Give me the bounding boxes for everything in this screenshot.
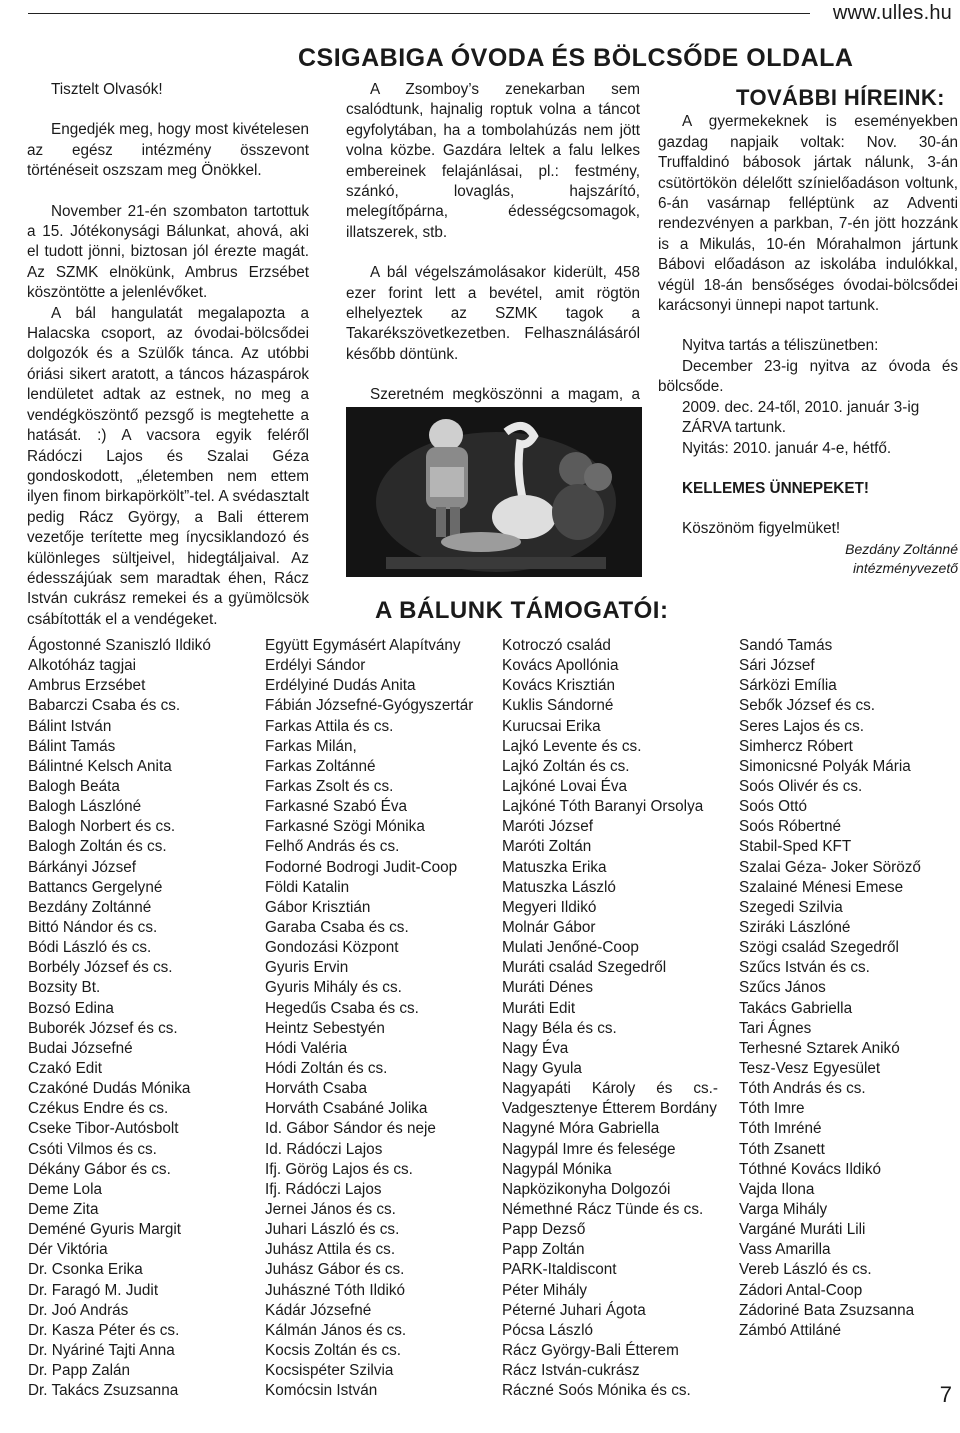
sponsor-name: Balogh Norbert és cs. (28, 818, 176, 836)
sponsor-name: Bozsity Bt. (28, 979, 101, 997)
thanks: Köszönöm figyelmüket! (682, 520, 841, 538)
sponsor-name: Simonicsné Polyák Mária (739, 757, 911, 775)
sponsor-name: Vadgesztenye Étterem Bordány (502, 1100, 717, 1118)
sponsors-list-3 (502, 636, 718, 1401)
sponsor-name: Tóthné Kovács Ildikó (739, 1160, 881, 1178)
sponsor-name: Deme Lola (28, 1180, 102, 1198)
sponsor-name: Bálint Tamás (28, 737, 116, 755)
sponsor-name: Bálintné Kelsch Anita (28, 757, 172, 775)
sponsor-name: Nagypál Mónika (502, 1160, 612, 1178)
sponsor-name: Ifj. Görög Lajos és cs. (265, 1160, 413, 1178)
sponsor-name: Takács Gabriella (739, 999, 853, 1017)
sponsor-name: Czakó Edit (28, 1059, 102, 1077)
sponsor-name: Dr. Papp Zalán (28, 1362, 131, 1380)
sponsor-name: Szalainé Ménesi Emese (739, 878, 904, 896)
sponsor-name: Matuszka Erika (502, 858, 607, 876)
sponsor-name: Tesz-Vesz Egyesület (739, 1059, 881, 1077)
sponsor-name: Budai Józsefné (28, 1039, 133, 1057)
sponsor-name: Hegedűs Csaba és cs. (265, 999, 419, 1017)
holiday-line: December 23-ig nyitva az óvoda és bölcsőde. (658, 357, 958, 396)
sponsor-name: Bódi László és cs. (28, 939, 152, 957)
paragraph: A bál végelszámolásakor kiderült, 458 ezer forint lett a bevétel, amit rögtön elhelyeztek az SZMK tagok a Takarékszövetkezetben. Felhasználásáról később döntünk. (346, 264, 640, 363)
sponsors-list-2 (265, 636, 473, 1401)
sponsor-name: PARK-Italdiscont (502, 1261, 617, 1279)
sponsor-name: Fábián Józsefné-Gyógyszertár (265, 697, 474, 715)
sponsor-name: Dékány Gábor és cs. (28, 1160, 171, 1178)
sponsor-name: Soós Róbertné (739, 818, 842, 836)
sponsor-name: Borbély József és cs. (28, 959, 173, 977)
signature-role: intézményvezető (852, 559, 958, 576)
sponsor-name: Szegedi Szilvia (739, 898, 843, 916)
holiday-line: 2009. dec. 24-től, 2010. január 3-ig (682, 398, 920, 416)
sponsor-name: Farkasné Szabó Éva (265, 798, 407, 816)
holiday-wish: KELLEMES ÜNNEPEKET! (682, 479, 869, 497)
sponsor-name: Juhász Attila és cs. (265, 1241, 396, 1259)
sponsor-name: Farkasné Szögi Mónika (265, 818, 425, 836)
sponsor-name: Farkas Zoltánné (265, 757, 376, 775)
sponsor-name: Szűcs István és cs. (739, 959, 870, 977)
news-heading: TOVÁBBI HÍREINK: (736, 85, 945, 110)
sponsor-name: Szűcs János (739, 979, 826, 997)
sponsor-name: Hódi Zoltán és cs. (265, 1059, 388, 1077)
sponsor-name: Nagyné Móra Gabriella (502, 1120, 660, 1138)
sponsor-name: Tóth Zsanett (739, 1140, 825, 1158)
sponsor-name: Nagy Gyula (502, 1059, 582, 1077)
sponsor-name: Felhő András és cs. (265, 838, 400, 856)
sponsor-name: Tóth Imre (739, 1100, 805, 1118)
sponsor-name: Papp Dezső (502, 1221, 586, 1239)
sponsor-name: Cseke Tibor-Autósbolt (28, 1120, 179, 1138)
paragraph: Engedjék meg, hogy most kivételesen az egész intézmény összevont történéseit oszszam meg Önökkel. (27, 121, 309, 180)
sponsor-name: Czékus Endre és cs. (28, 1100, 169, 1118)
sponsor-name: Vargáné Muráti Lili (739, 1221, 866, 1239)
sponsor-name: Fodorné Bodrogi Judit-Coop (265, 858, 458, 876)
sponsor-name: Lajkó Levente és cs. (502, 737, 642, 755)
sponsor-name: Terhesné Sztarek Anikó (739, 1039, 900, 1057)
sponsor-name: Maróti József (502, 818, 593, 836)
sponsor-name: Kovács Apollónia (502, 657, 619, 675)
sponsor-name: Zádori Antal-Coop (739, 1281, 863, 1299)
sponsor-name: Nagy Béla és cs. (502, 1019, 617, 1037)
sponsor-name: Juhari László és cs. (265, 1221, 400, 1239)
sponsor-name: Vereb László és cs. (739, 1261, 872, 1279)
sponsor-name: Dr. Faragó M. Judit (28, 1281, 159, 1299)
paragraph: A Zsomboy’s zenekarban sem csalódtunk, hajnalig roptuk volna a táncot egyfolytában, ha a tombolahúzás nem jött volna közbe. Gazdára leltek a falu lelkes embereinek felajánlásai, pl.: festmény, szánkó, lovaglás, hajszárító, melegítőpárna, édességcsomagok, illatszerek, stb. (346, 81, 640, 241)
sponsor-name: Erdélyi Sándor (265, 657, 366, 675)
sponsor-name: Lajkóné Tóth Baranyi Orsolya (502, 798, 704, 816)
sponsor-name: Gondozási Központ (265, 939, 399, 957)
sponsor-name: Dr. Takács Zsuzsanna (28, 1382, 179, 1400)
sponsor-name: Zámbó Attiláné (739, 1321, 842, 1339)
sponsor-name: Vass Amarilla (739, 1241, 831, 1259)
sponsor-name: Dr. Joó András (28, 1301, 129, 1319)
sponsor-name: Papp Zoltán (502, 1241, 585, 1259)
signature-name: Bezdány Zoltánné (845, 540, 958, 557)
sponsor-name: Együtt Egymásért Alapítvány (265, 637, 461, 654)
holiday-heading: Nyitva tartás a téliszünetben: (682, 337, 879, 355)
site-url: www.ulles.hu (832, 2, 952, 24)
sponsor-name: Tari Ágnes (739, 1019, 812, 1037)
sponsor-name: Kovács Krisztián (502, 677, 616, 695)
sponsor-name: Péterné Juhari Ágota (502, 1301, 646, 1319)
sponsor-name: Ambrus Erzsébet (28, 677, 146, 695)
sponsor-name: Bálint István (28, 717, 112, 735)
article-column-1 (27, 80, 309, 630)
greeting: Tisztelt Olvasók! (51, 81, 163, 98)
sponsor-name: Balogh Lászlóné (28, 798, 142, 816)
sponsor-name: Sebők József és cs. (739, 697, 876, 715)
sponsor-name: Sári József (739, 657, 815, 675)
sponsor-name: Nagy Éva (502, 1039, 569, 1057)
sponsor-name: Muráti Edit (502, 999, 576, 1017)
puppet-show-image (346, 407, 642, 577)
page-number: 7 (939, 1382, 952, 1407)
sponsor-name: Kálmán János és cs. (265, 1321, 407, 1339)
sponsor-name: Ifj. Rádóczi Lajos (265, 1180, 382, 1198)
sponsor-name: Farkas Milán, (265, 737, 357, 755)
sponsor-name: Szögi család Szegedről (739, 939, 899, 957)
sponsor-name: Balogh Zoltán és cs. (28, 838, 167, 856)
sponsor-name: Gyuris Mihály és cs. (265, 979, 402, 997)
sponsor-name: Soós Olivér és cs. (739, 777, 863, 795)
sponsor-name: Földi Katalin (265, 878, 350, 896)
sponsor-name: Kurucsai Erika (502, 717, 601, 735)
paragraph: Szeretném megköszönni a magam, a (370, 386, 640, 404)
sponsor-name: Garaba Csaba és cs. (265, 918, 409, 936)
sponsor-name: Bezdány Zoltánné (28, 898, 152, 916)
sponsor-name: Babarczi Csaba és cs. (28, 697, 181, 715)
sponsor-name: Jernei János és cs. (265, 1200, 396, 1218)
sponsor-name: Deméné Gyuris Margit (28, 1221, 182, 1239)
sponsor-name: Farkas Attila és cs. (265, 717, 394, 735)
sponsor-name: Napközikonyha Dolgozói (502, 1180, 671, 1198)
sponsor-name: Alkotóház tagjai (28, 657, 136, 675)
sponsor-name: Csóti Vilmos és cs. (28, 1140, 157, 1158)
sponsor-name: Lajkóné Lovai Éva (502, 777, 628, 795)
sponsor-name: Maróti Zoltán (502, 838, 592, 856)
sponsor-name: Varga Mihály (739, 1200, 828, 1218)
sponsor-name: Simhercz Róbert (739, 737, 853, 755)
sponsor-name: Kádár Józsefné (265, 1301, 372, 1319)
sponsor-name: Mulati Jenőné-Coop (502, 939, 639, 957)
sponsor-name: Dr. Nyáriné Tajti Anna (28, 1341, 175, 1359)
holiday-line: ZÁRVA tartunk. (682, 419, 787, 437)
paragraph: November 21-én szombaton tartottuk a 15. Jótékonysági Bálunkat, ahová, aki el tudott jönni, biztosan jól érezte magát. Az SZMK elnökünk, Ambrus Erzsébet köszöntötte a jelenlévőket. (27, 202, 309, 302)
article-column-2 (346, 80, 640, 447)
sponsor-name: Juhász Gábor és cs. (265, 1261, 405, 1279)
sponsor-name: Matuszka László (502, 878, 616, 896)
sponsor-name: Dr. Csonka Erika (28, 1261, 143, 1279)
sponsor-name: Komócsin István (265, 1382, 378, 1400)
sponsors-list-4 (739, 636, 921, 1341)
sponsor-name: Farkas Zsolt és cs. (265, 777, 394, 795)
page-title: CSIGABIGA ÓVODA ÉS BÖLCSŐDE OLDALA (298, 44, 854, 72)
sponsor-name: Gyuris Ervin (265, 959, 349, 977)
paragraph: A bál hangulatát megalapozta a Halacska csoport, az óvodai-bölcsődei dolgozók és a Szülők tánca. Az utóbbi óriási sikert aratott, a táncos házaspárok lendületet adtak az estnek, no meg a vendégköszöntő pezsgő is megtehette a hatását. :) A vacsora egyik feléről Rádóczi Lajos és Szalai Géza gondoskodott, „életemben nem ettem ilyen finom birkapörkölt”-tel. A svédasztalt pedig Rácz György, a Bali étterem vezetője terítette meg ínycsiklandozó és különleges sültjeivel, hidegtáljaival. Az édesszájúak sem maradtak éhen, Rácz István cukrász remekei és a gyümölcsök csábították el a vendégeket. (27, 304, 309, 628)
sponsor-name: Szalai Géza- Joker Söröző (739, 858, 921, 876)
sponsor-name: Czakóné Dudás Mónika (28, 1080, 191, 1098)
sponsor-name: Kocsis Zoltán és cs. (265, 1341, 402, 1359)
sponsor-name: Bittó Nándor és cs. (28, 918, 158, 936)
header-rule (28, 13, 810, 14)
sponsor-name: Péter Mihály (502, 1281, 588, 1299)
sponsor-name: Stabil-Sped KFT (739, 838, 852, 856)
sponsor-name: Kocsispéter Szilvia (265, 1362, 394, 1380)
sponsor-name: Zádoriné Bata Zsuzsanna (739, 1301, 915, 1319)
sponsor-name: Lajkó Zoltán és cs. (502, 757, 630, 775)
sponsor-name: Battancs Gergelyné (28, 878, 163, 896)
article-column-3 (658, 85, 958, 578)
sponsor-name: Dr. Kasza Péter és cs. (28, 1321, 180, 1339)
sponsor-name: Muráti Dénes (502, 979, 593, 997)
sponsor-name: Kuklis Sándorné (502, 697, 614, 715)
sponsor-name: Nagyapáti Károly és cs.- (502, 1080, 718, 1098)
sponsor-name: Ráczné Soós Mónika és cs. (502, 1382, 691, 1400)
sponsor-name: Sziráki Lászlóné (739, 918, 851, 936)
sponsor-name: Rácz István-cukrász (502, 1362, 640, 1380)
sponsor-name: Hódi Valéria (265, 1039, 348, 1057)
sponsor-name: Rácz György-Bali Étterem (502, 1341, 679, 1359)
sponsor-name: Heintz Sebestyén (265, 1019, 385, 1037)
sponsor-name: Horváth Csabáné Jolika (265, 1100, 428, 1118)
sponsor-name: Tóth Imréné (739, 1120, 822, 1138)
sponsor-name: Buborék József és cs. (28, 1019, 178, 1037)
sponsor-name: Soós Ottó (739, 798, 808, 816)
puppet-show-photo (346, 407, 642, 577)
sponsor-name: Gábor Krisztián (265, 898, 371, 916)
sponsor-name: Sárközi Emília (739, 677, 837, 695)
sponsor-name: Balogh Beáta (28, 777, 120, 795)
sponsor-name: Erdélyiné Dudás Anita (265, 677, 416, 695)
sponsor-name: Horváth Csaba (265, 1080, 368, 1098)
sponsor-name: Seres Lajos és cs. (739, 717, 864, 735)
sponsor-name: Kotroczó család (502, 637, 611, 654)
sponsor-name: Megyeri Ildikó (502, 898, 597, 916)
sponsor-name: Molnár Gábor (502, 918, 596, 936)
sponsor-name: Ágostonné Szaniszló Ildikó (28, 637, 211, 654)
sponsor-name: Dér Viktória (28, 1241, 108, 1259)
sponsor-name: Némethné Rácz Tünde és cs. (502, 1200, 704, 1218)
sponsor-name: Sandó Tamás (739, 637, 833, 654)
sponsor-name: Vajda Ilona (739, 1180, 815, 1198)
holiday-line: Nyitás: 2010. január 4-e, hétfő. (682, 439, 892, 457)
sponsor-name: Id. Rádóczi Lajos (265, 1140, 383, 1158)
sponsors-list-1 (28, 636, 211, 1401)
sponsor-name: Tóth András és cs. (739, 1080, 866, 1098)
sponsor-name: Bárkányi József (28, 858, 136, 876)
paragraph: A gyermekeknek is eseményekben gazdag napjaik voltak: Nov. 30-án Truffaldinó bábosok jártak nálunk, 3-án csütörtökön délelőtt színielőadáson voltunk, 6-án vasárnap felléptünk az Adventi rendezvényen a parkban, 7-én jött hozzánk is a Mikulás, 10-én Mórahalmon jártunk Bábovi előadáson az iskolába indulókkal, végül 18-án bensőséges óvodai-bölcsődei karácsonyi ünnepi napot tartunk. (658, 113, 958, 315)
sponsor-name: Bozsó Edina (28, 999, 114, 1017)
sponsor-name: Deme Zita (28, 1200, 99, 1218)
sponsor-name: Nagypál Imre és felesége (502, 1140, 676, 1158)
sponsor-name: Id. Gábor Sándor és neje (265, 1120, 436, 1138)
sponsors-title: A BÁLUNK TÁMOGATÓI: (375, 597, 669, 624)
sponsor-name: Pócsa László (502, 1321, 593, 1339)
sponsor-name: Muráti család Szegedről (502, 959, 667, 977)
sponsor-name: Juhászné Tóth Ildikó (265, 1281, 406, 1299)
